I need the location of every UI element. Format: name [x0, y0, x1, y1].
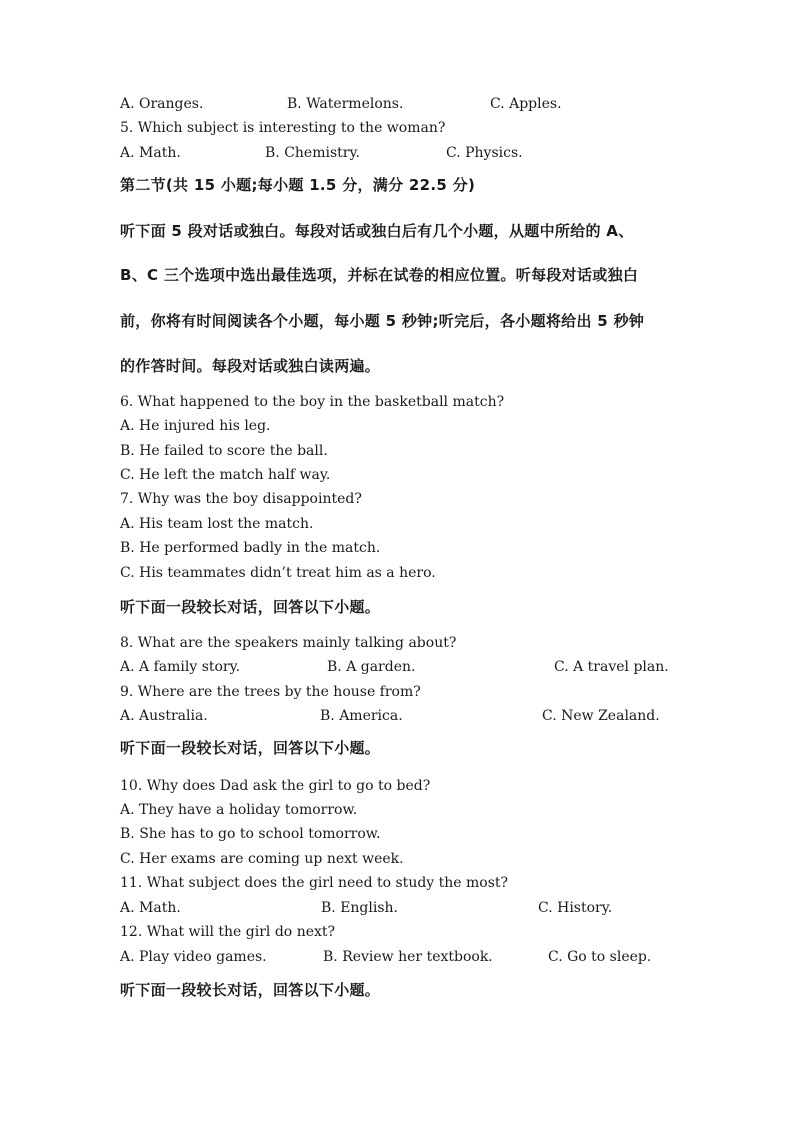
q4-option-b: B. Watermelons.	[287, 96, 404, 112]
q11-option-a: A. Math.	[120, 900, 181, 916]
q10-question: 10. Why does Dad ask the girl to go to bed?	[120, 778, 431, 794]
q7-option-c: C. His teammates didn’t treat him as a hero.	[120, 565, 436, 581]
q5-question: 5. Which subject is interesting to the woman?	[120, 120, 446, 136]
q11-options	[0, 899, 794, 917]
q12-question: 12. What will the girl do next?	[120, 924, 336, 940]
q12-option-a: A. Play video games.	[120, 949, 267, 965]
listen-instruction-3: 听下面一段较长对话，回答以下小题。	[120, 981, 381, 999]
q10-option-c: C. Her exams are coming up next week.	[120, 851, 404, 867]
q12-option-c: C. Go to sleep.	[548, 949, 652, 965]
instruction-line-2: B、C 三个选项中选出最佳选项，并标在试卷的相应位置。听每段对话或独白	[120, 266, 639, 284]
q7-question: 7. Why was the boy disappointed?	[120, 491, 362, 507]
q11-option-c: C. History.	[538, 900, 613, 916]
instruction-line-4: 的作答时间。每段对话或独白读两遍。	[120, 357, 381, 375]
q8-options	[0, 658, 794, 676]
q12-option-b: B. Review her textbook.	[323, 949, 493, 965]
q11-option-b: B. English.	[321, 900, 398, 916]
q8-option-c: C. A travel plan.	[554, 659, 669, 675]
q10-option-b: B. She has to go to school tomorrow.	[120, 826, 381, 842]
q7-option-b: B. He performed badly in the match.	[120, 540, 381, 556]
q6-option-c: C. He left the match half way.	[120, 467, 331, 483]
q5-option-c: C. Physics.	[446, 145, 523, 161]
instruction-line-3: 前，你将有时间阅读各个小题，每小题 5 秒钟;听完后，各小题将给出 5 秒钟	[120, 312, 645, 330]
q9-options	[0, 707, 794, 725]
q10-option-a: A. They have a holiday tomorrow.	[120, 802, 358, 818]
q9-option-c: C. New Zealand.	[542, 708, 660, 724]
q5-option-a: A. Math.	[120, 145, 181, 161]
q8-question: 8. What are the speakers mainly talking about?	[120, 635, 457, 651]
q12-options	[0, 948, 794, 966]
q9-question: 9. Where are the trees by the house from?	[120, 684, 421, 700]
q8-option-a: A. A family story.	[120, 659, 241, 675]
q6-question: 6. What happened to the boy in the basketball match?	[120, 394, 505, 410]
q6-option-b: B. He failed to score the ball.	[120, 443, 328, 459]
q5-options	[0, 144, 794, 162]
q11-question: 11. What subject does the girl need to study the most?	[120, 875, 509, 891]
q7-option-a: A. His team lost the match.	[120, 516, 314, 532]
q4-option-a: A. Oranges.	[120, 96, 204, 112]
q5-option-b: B. Chemistry.	[265, 145, 360, 161]
section-heading: 第二节(共 15 小题;每小题 1.5 分，满分 22.5 分)	[120, 176, 476, 194]
q8-option-b: B. A garden.	[327, 659, 416, 675]
q9-option-a: A. Australia.	[120, 708, 208, 724]
q4-option-c: C. Apples.	[490, 96, 562, 112]
listen-instruction-1: 听下面一段较长对话，回答以下小题。	[120, 598, 381, 616]
q4-options	[0, 95, 794, 113]
instruction-line-1: 听下面 5 段对话或独白。每段对话或独白后有几个小题，从题中所给的 A、	[120, 222, 634, 240]
q9-option-b: B. America.	[320, 708, 403, 724]
listen-instruction-2: 听下面一段较长对话，回答以下小题。	[120, 739, 381, 757]
q6-option-a: A. He injured his leg.	[120, 418, 271, 434]
